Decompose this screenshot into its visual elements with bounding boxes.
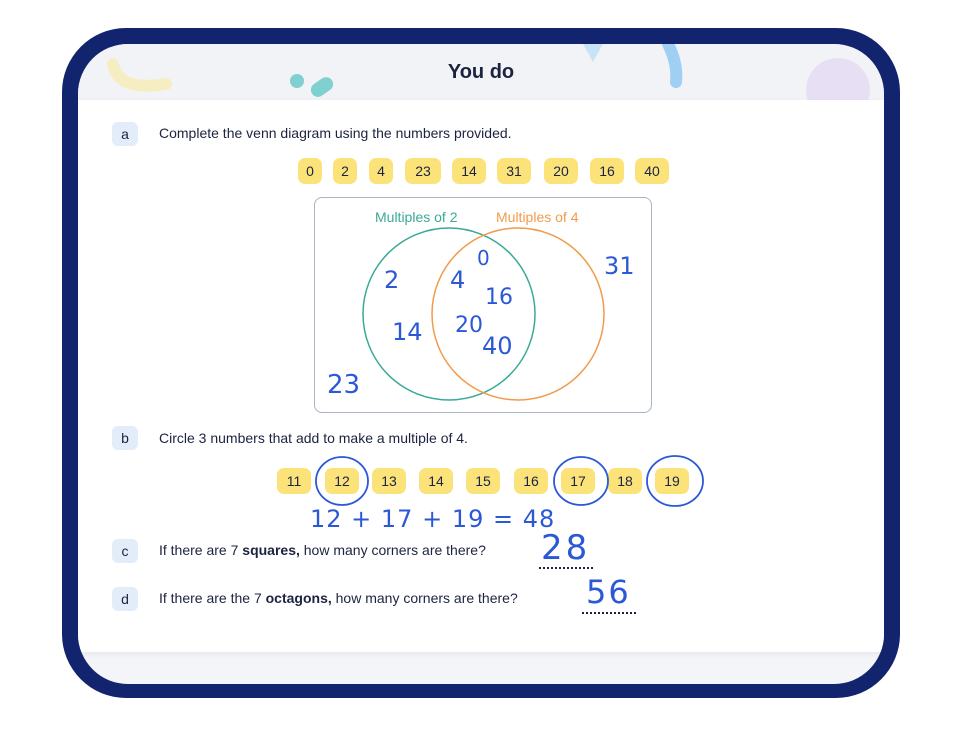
number-chip[interactable]: 20	[544, 158, 578, 184]
question-letter-c: c	[112, 539, 138, 563]
question-d-text: If there are the 7 octagons, how many corners are there?	[159, 590, 518, 606]
keyword-squares: squares,	[242, 542, 300, 558]
venn-entry: 4	[450, 266, 466, 294]
answer-line-c	[539, 567, 593, 569]
venn-left-label: Multiples of 2	[375, 209, 458, 225]
question-letter-b: b	[112, 426, 138, 450]
answer-c[interactable]: 28	[541, 528, 591, 568]
number-chip[interactable]: 12	[325, 468, 359, 494]
number-chip[interactable]: 23	[405, 158, 441, 184]
number-chip[interactable]: 11	[277, 468, 311, 494]
answer-line-d	[582, 612, 636, 614]
number-chip[interactable]: 14	[419, 468, 453, 494]
question-letter-d: d	[112, 587, 138, 611]
number-chip[interactable]: 14	[452, 158, 486, 184]
venn-entry: 14	[392, 318, 423, 346]
question-b-text: Circle 3 numbers that add to make a multiple of 4.	[159, 430, 468, 446]
venn-entry: 40	[482, 332, 513, 360]
venn-entry: 31	[604, 252, 635, 280]
number-chip[interactable]: 40	[635, 158, 669, 184]
question-c-text: If there are 7 squares, how many corners are there?	[159, 542, 486, 558]
keyword-octagons: octagons,	[265, 590, 332, 606]
number-chip[interactable]: 16	[514, 468, 548, 494]
venn-entry: 16	[485, 285, 513, 310]
venn-entry: 0	[477, 246, 490, 270]
venn-diagram[interactable]	[314, 197, 652, 413]
number-chip[interactable]: 16	[590, 158, 624, 184]
number-chip[interactable]: 18	[608, 468, 642, 494]
number-chip[interactable]: 2	[333, 158, 357, 184]
number-chip[interactable]: 15	[466, 468, 500, 494]
venn-entry: 2	[384, 266, 400, 294]
number-chip[interactable]: 13	[372, 468, 406, 494]
working-b: 12 + 17 + 19 = 48	[310, 505, 556, 533]
venn-entry: 20	[455, 313, 483, 338]
number-chip[interactable]: 4	[369, 158, 393, 184]
page-title: You do	[447, 61, 515, 83]
number-chip[interactable]: 0	[298, 158, 322, 184]
question-a-text: Complete the venn diagram using the numbers provided.	[159, 125, 512, 141]
question-letter-a: a	[112, 122, 138, 146]
answer-d[interactable]: 56	[586, 573, 631, 611]
number-chip[interactable]: 17	[561, 468, 595, 494]
number-chip[interactable]: 31	[497, 158, 531, 184]
number-chip[interactable]: 19	[655, 468, 689, 494]
header	[78, 44, 884, 100]
venn-right-label: Multiples of 4	[496, 209, 579, 225]
venn-entry: 23	[327, 370, 361, 400]
